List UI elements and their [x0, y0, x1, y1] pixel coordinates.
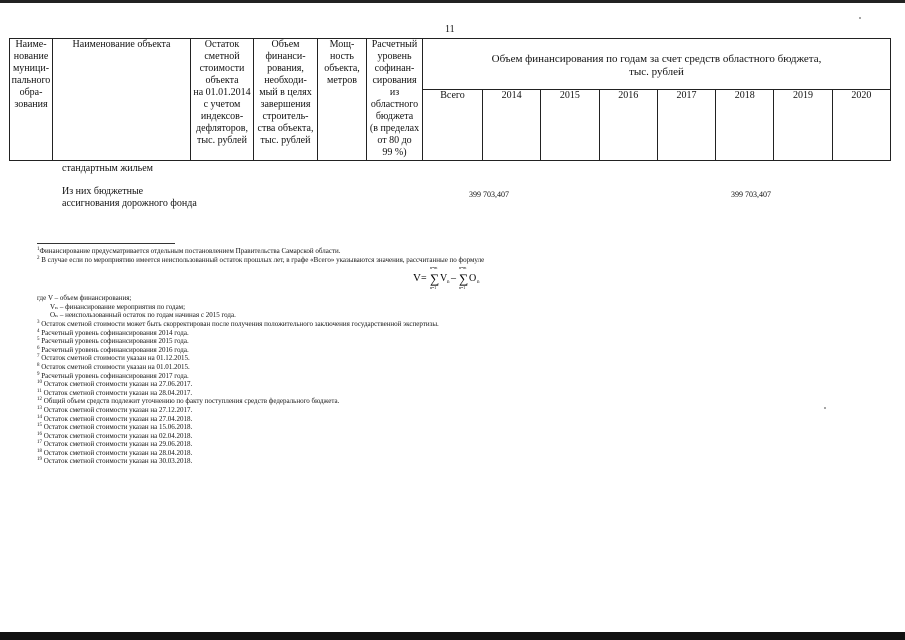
- footnote-11: $^{11}$ Остаток сметной стоимости указан на 28.04.2017.: [37, 388, 193, 397]
- header-funding-by-years: Объем финансирования по годам за счет средств областного бюджета, тыс. рублей: [423, 39, 891, 90]
- page-number: 11: [445, 24, 455, 35]
- header-object-name: Наименование объекта: [53, 39, 191, 161]
- header-cofinancing-level: Расчетный уровень софинан- сирования из областного бюджета (в пределах от 80 до 99 %): [367, 39, 423, 161]
- footnote-5: $^5$ Расчетный уровень софинансирования 2015 года.: [37, 337, 189, 346]
- header-year-2015: 2015: [541, 90, 599, 161]
- footnote-16: $^{16}$ Остаток сметной стоимости указан на 02.04.2018.: [37, 431, 193, 440]
- road-fund-2018-value: 399 703,407: [731, 190, 771, 199]
- formula-where-1: где V – объем финансирования;: [37, 294, 132, 303]
- formula-v: V: [413, 272, 421, 284]
- footnote-13: $^{13}$ Остаток сметной стоимости указан на 27.12.2017.: [37, 405, 193, 414]
- header-year-total: Всего: [423, 90, 483, 161]
- financing-table-header: [9, 38, 891, 161]
- formula-minus: –: [451, 273, 456, 284]
- top-border: [0, 0, 905, 3]
- formula-vn: V: [440, 273, 448, 284]
- footnote-15: $^{15}$ Остаток сметной стоимости указан на 15.06.2018.: [37, 423, 193, 432]
- formula-sum1: ∑: [430, 271, 440, 286]
- footnote-18: $^{18}$ Остаток сметной стоимости указан на 28.04.2018.: [37, 448, 193, 457]
- footnote-7: $^7$ Остаток сметной стоимости указан на 01.12.2015.: [37, 354, 190, 363]
- footnote-4: $^4$ Расчетный уровень софинансирования 2014 года.: [37, 328, 189, 337]
- footnote-10: $^{10}$ Остаток сметной стоимости указан на 27.06.2017.: [37, 380, 193, 389]
- footnote-17: $^{17}$ Остаток сметной стоимости указан на 29.06.2018.: [37, 440, 193, 449]
- footnote-6: $^6$ Расчетный уровень софинансирования 2016 года.: [37, 345, 189, 354]
- formula-where-2: Vₙ – финансирование мероприятия по годам;: [50, 302, 186, 311]
- road-fund-total-value: 399 703,407: [469, 190, 509, 199]
- header-year-2017: 2017: [657, 90, 715, 161]
- header-year-2020: 2020: [832, 90, 890, 161]
- header-remaining-cost: Остаток сметной стоимости объекта на 01.01.2014 с учетом индексов- дефляторов, тыс. рублей: [191, 39, 254, 161]
- formula-where-3: Oₙ – неиспользованный остаток по годам начиная с 2015 года.: [50, 311, 236, 320]
- footnotes: [37, 247, 637, 466]
- footnote-separator: [37, 243, 175, 244]
- scan-speck: [824, 407, 826, 409]
- scan-speck: [859, 17, 861, 19]
- footnote-2: $^2$ В случае если по мероприятию имеется неиспользованный остаток прошлых лет, в графе «Всего» указываются значения, рассчитанные по формуле: [37, 255, 485, 264]
- header-year-2019: 2019: [774, 90, 832, 161]
- formula-sum1-bottom: n=1: [430, 285, 437, 290]
- formula-on: O: [469, 273, 477, 284]
- bottom-border: [0, 632, 905, 640]
- header-municipality: Наиме- нование муници- пального обра- зования: [10, 39, 53, 161]
- formula-sum2-top: n=m: [459, 265, 467, 270]
- road-fund-label-line1: Из них бюджетные: [62, 186, 144, 197]
- formula-equals: =: [421, 273, 427, 284]
- formula-sum2: ∑: [459, 271, 469, 286]
- continued-object-text: стандартным жильем: [62, 163, 153, 174]
- header-year-2018: 2018: [716, 90, 774, 161]
- formula-on-sub: n: [477, 280, 480, 285]
- header-capacity: Мощ- ность объекта, метров: [318, 39, 367, 161]
- formula-vn-sub: n: [447, 280, 450, 285]
- footnote-19: $^{19}$ Остаток сметной стоимости указан на 30.03.2018.: [37, 457, 193, 466]
- road-fund-label-line2: ассигнования дорожного фонда: [62, 198, 197, 209]
- formula-sum2-bottom: n=1: [459, 285, 466, 290]
- header-year-2014: 2014: [483, 90, 541, 161]
- footnote-8: $^8$ Остаток сметной стоимости указан на 01.01.2015.: [37, 362, 190, 371]
- footnote-1: $^1$Финансирование предусматривается отдельным постановлением Правительства Самарской области.: [37, 247, 341, 255]
- summation-formula: [413, 264, 493, 290]
- header-year-2016: 2016: [599, 90, 657, 161]
- footnote-12: $^{12}$ Общий объем средств подлежит уточнению по факту поступления средств федерального бюджета.: [37, 397, 340, 406]
- formula-sum1-top: n=m: [430, 265, 438, 270]
- header-funding-volume: Объем финанси- рования, необходи- мый в целях завершения строитель- ства объекта, тыс. рублей: [254, 39, 318, 161]
- footnote-9: $^9$ Расчетный уровень софинансирования 2017 года.: [37, 371, 189, 380]
- footnote-14: $^{14}$ Остаток сметной стоимости указан на 27.04.2018.: [37, 414, 193, 423]
- footnote-3: $^3$ Остаток сметной стоимости может быть скорректирован после получения положительного заключения государственной экспертизы.: [37, 319, 439, 328]
